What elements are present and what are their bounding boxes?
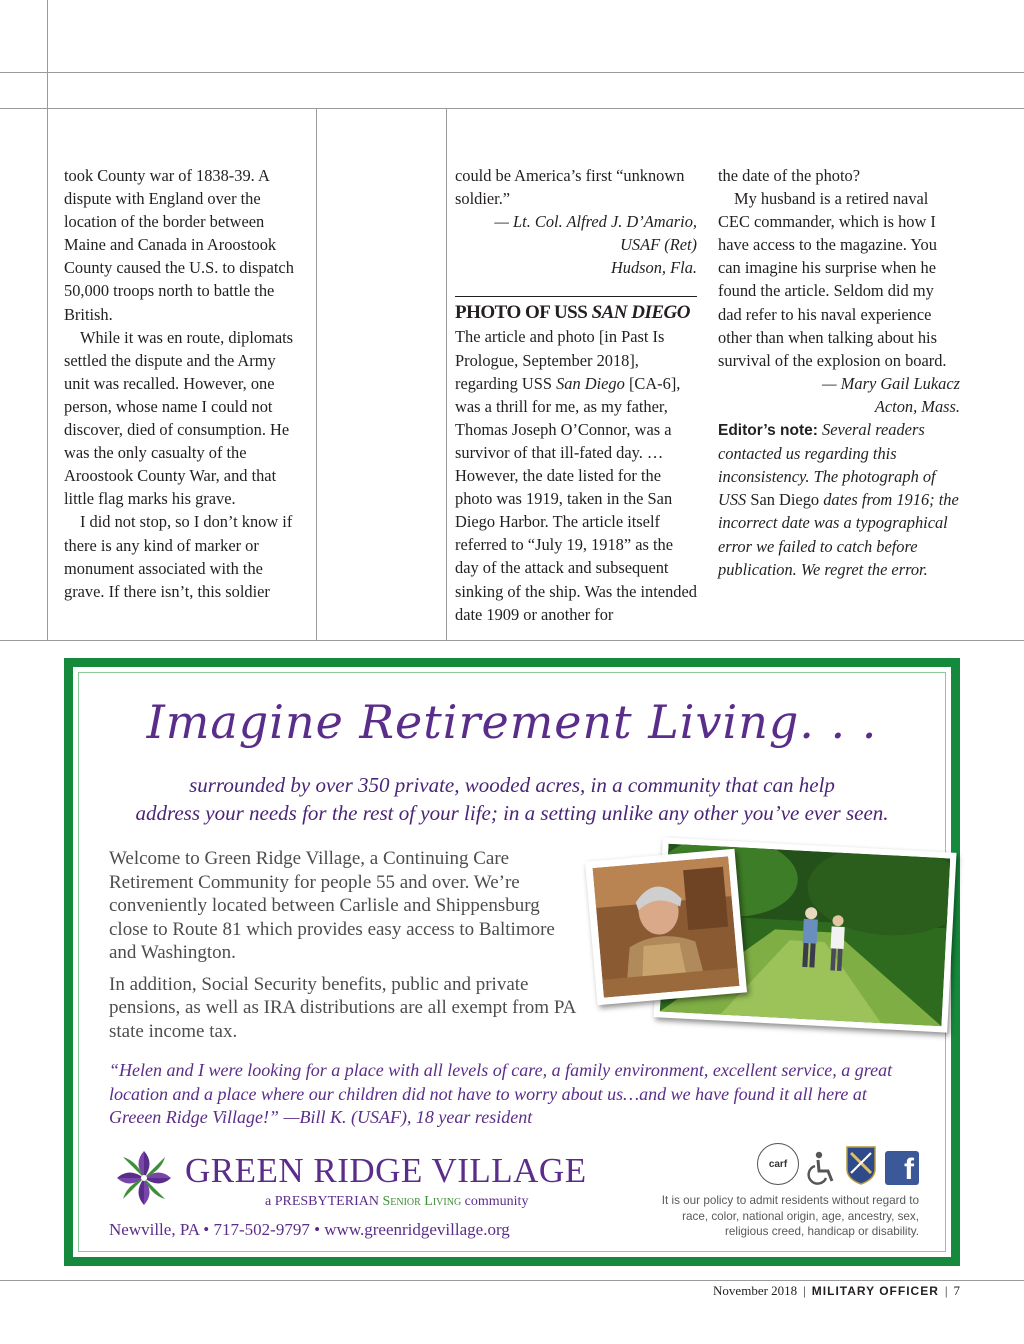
- col2-paragraph-1: could be America’s first “unknown soldier.”: [455, 166, 685, 209]
- col3-signature-name: — Mary Gail Lukacz: [822, 373, 960, 393]
- column-divider-1: [316, 108, 317, 640]
- footer-separator: |: [803, 1283, 806, 1298]
- wheelchair-icon: [807, 1151, 837, 1185]
- letter-column-2: [455, 164, 697, 626]
- accreditation-icons: [757, 1141, 919, 1185]
- col3-signature-place: Acton, Mass.: [874, 396, 960, 416]
- footer-magazine: MILITARY OFFICER: [811, 1284, 939, 1298]
- green-ridge-advertisement: [64, 658, 960, 1266]
- col2-p2-b: [CA-6], was a thrill for me, as my father, Thomas Joseph O’Connor, was a survivor of that ill-fated day. … However, the date listed for the photo was 1919, taken in the San Diego Harbor. The article itself referred to “July 19, 1918” as the day of the attack and subsequent sinking of the ship. Was the intended date 1909 or another for: [455, 373, 697, 624]
- footer-rule: [0, 1280, 1024, 1281]
- left-vertical-rule: [47, 0, 48, 640]
- ad-body: [109, 847, 579, 1051]
- upper-rule: [0, 108, 1024, 109]
- editor-note-label: Editor’s note:: [718, 422, 818, 440]
- editor-note-ship: San Diego: [750, 490, 820, 510]
- ad-subheadline-line-1: surrounded by over 350 private, wooded acres, in a community that can help: [189, 773, 835, 797]
- col1-paragraph-1: took County war of 1838-39. A dispute with England over the location of the border between Maine and Canada in Aroostook County caused the U.S. to dispatch 50,000 troops north to battle the British.: [64, 166, 294, 324]
- col2-p2-a: The article and photo [in Past Is Prologue, September 2018], regarding USS: [455, 327, 665, 393]
- green-ridge-logo: [113, 1147, 593, 1211]
- logo-tag-b: Senior Living: [382, 1194, 462, 1209]
- admission-policy: It is our policy to admit residents without regard to race, color, national origin, age, ancestry, sex, religious creed, handicap or disability.: [661, 1194, 919, 1239]
- logo-tagline: [265, 1194, 528, 1210]
- ad-body-paragraph-1: Welcome to Green Ridge Village, a Continuing Care Retirement Community for people 55 and over. We’re conveniently located between Carlisle and Shippensburg close to Route 81 which provides easy access to Baltimore and Washington.: [109, 848, 555, 963]
- ad-contact[interactable]: Newville, PA • 717-502-9797 • www.greenridgevillage.org: [109, 1220, 510, 1239]
- section-heading: [455, 296, 697, 325]
- logo-name: GREEN RIDGE VILLAGE: [185, 1151, 587, 1190]
- signature-rank: USAF (Ret): [620, 235, 697, 255]
- carf-seal-icon: [757, 1143, 799, 1185]
- signature-name: — Lt. Col. Alfred J. D’Amario,: [494, 212, 697, 232]
- editor-note-a: Several readers contacted us regarding this inconsistency. The photograph of USS: [718, 420, 936, 510]
- heading-prefix: PHOTO OF USS: [455, 302, 588, 324]
- column-divider-2: [446, 108, 447, 640]
- footer-separator: |: [944, 1283, 948, 1298]
- editor-note-b: dates from 1916; the incorrect date was a typographical error we failed to catch before publication. We regret the error.: [718, 490, 959, 579]
- facebook-icon[interactable]: [885, 1151, 919, 1185]
- col3-paragraph-2: My husband is a retired naval CEC commander, which is how I have access to the magazine. You can imagine his surprise when he found the article. Seldom did my dad refer to his naval experience other than when talking about his survival of the explosion on board.: [718, 189, 947, 370]
- logo-tag-a: a PRESBYTERIAN: [265, 1194, 379, 1209]
- letter-column-1: [64, 164, 304, 603]
- carf-label: carf: [768, 1158, 788, 1170]
- heading-ship: SAN DIEGO: [591, 302, 691, 324]
- top-rule: [0, 72, 1024, 73]
- signature-place: Hudson, Fla.: [610, 258, 697, 278]
- col2-p2-ship: San Diego: [556, 373, 625, 393]
- ad-testimonial: “Helen and I were looking for a place with all levels of care, a family environment, excellent service, a great location and a place where our children did not have to worry about us…and we have found it all here at Greeen Ridge Village!” —Bill K. (USAF), 18 year resident: [109, 1060, 893, 1127]
- woodworker-portrait-photo: [585, 849, 747, 1006]
- col1-paragraph-3: I did not stop, so I don’t know if there is any kind of marker or monument associated with the grave. If there isn’t, this soldier: [64, 512, 293, 601]
- footer-page-number: 7: [953, 1283, 960, 1298]
- page-footer: [713, 1283, 960, 1299]
- facebook-label: f: [904, 1153, 914, 1186]
- col2-paragraph-2: [455, 325, 697, 625]
- col1-paragraph-2: While it was en route, diplomats settled the dispute and the Army unit was recalled. However, one person, whose name I could not discover, died of consumption. He was the only casualty of the Aroostook County War, and that little flag marks his grave.: [64, 327, 294, 509]
- ad-subheadline: [93, 771, 931, 827]
- mid-rule: [0, 640, 1024, 641]
- flower-logo-icon: [113, 1147, 175, 1209]
- col3-paragraph-1: the date of the photo?: [718, 166, 861, 185]
- letter-column-3: [718, 164, 960, 581]
- ad-body-paragraph-2: In addition, Social Security benefits, public and private pensions, as well as IRA distributions are all exempt from PA state income tax.: [109, 973, 576, 1042]
- ad-headline: Imagine Retirement Living. . .: [146, 695, 878, 749]
- footer-date: November 2018: [713, 1283, 798, 1298]
- military-shield-icon: [845, 1145, 877, 1185]
- ad-subheadline-line-2: address your needs for the rest of your life; in a setting unlike any other you’ve ever seen.: [135, 801, 889, 825]
- logo-tag-c: community: [464, 1194, 529, 1209]
- editor-note: [718, 418, 960, 581]
